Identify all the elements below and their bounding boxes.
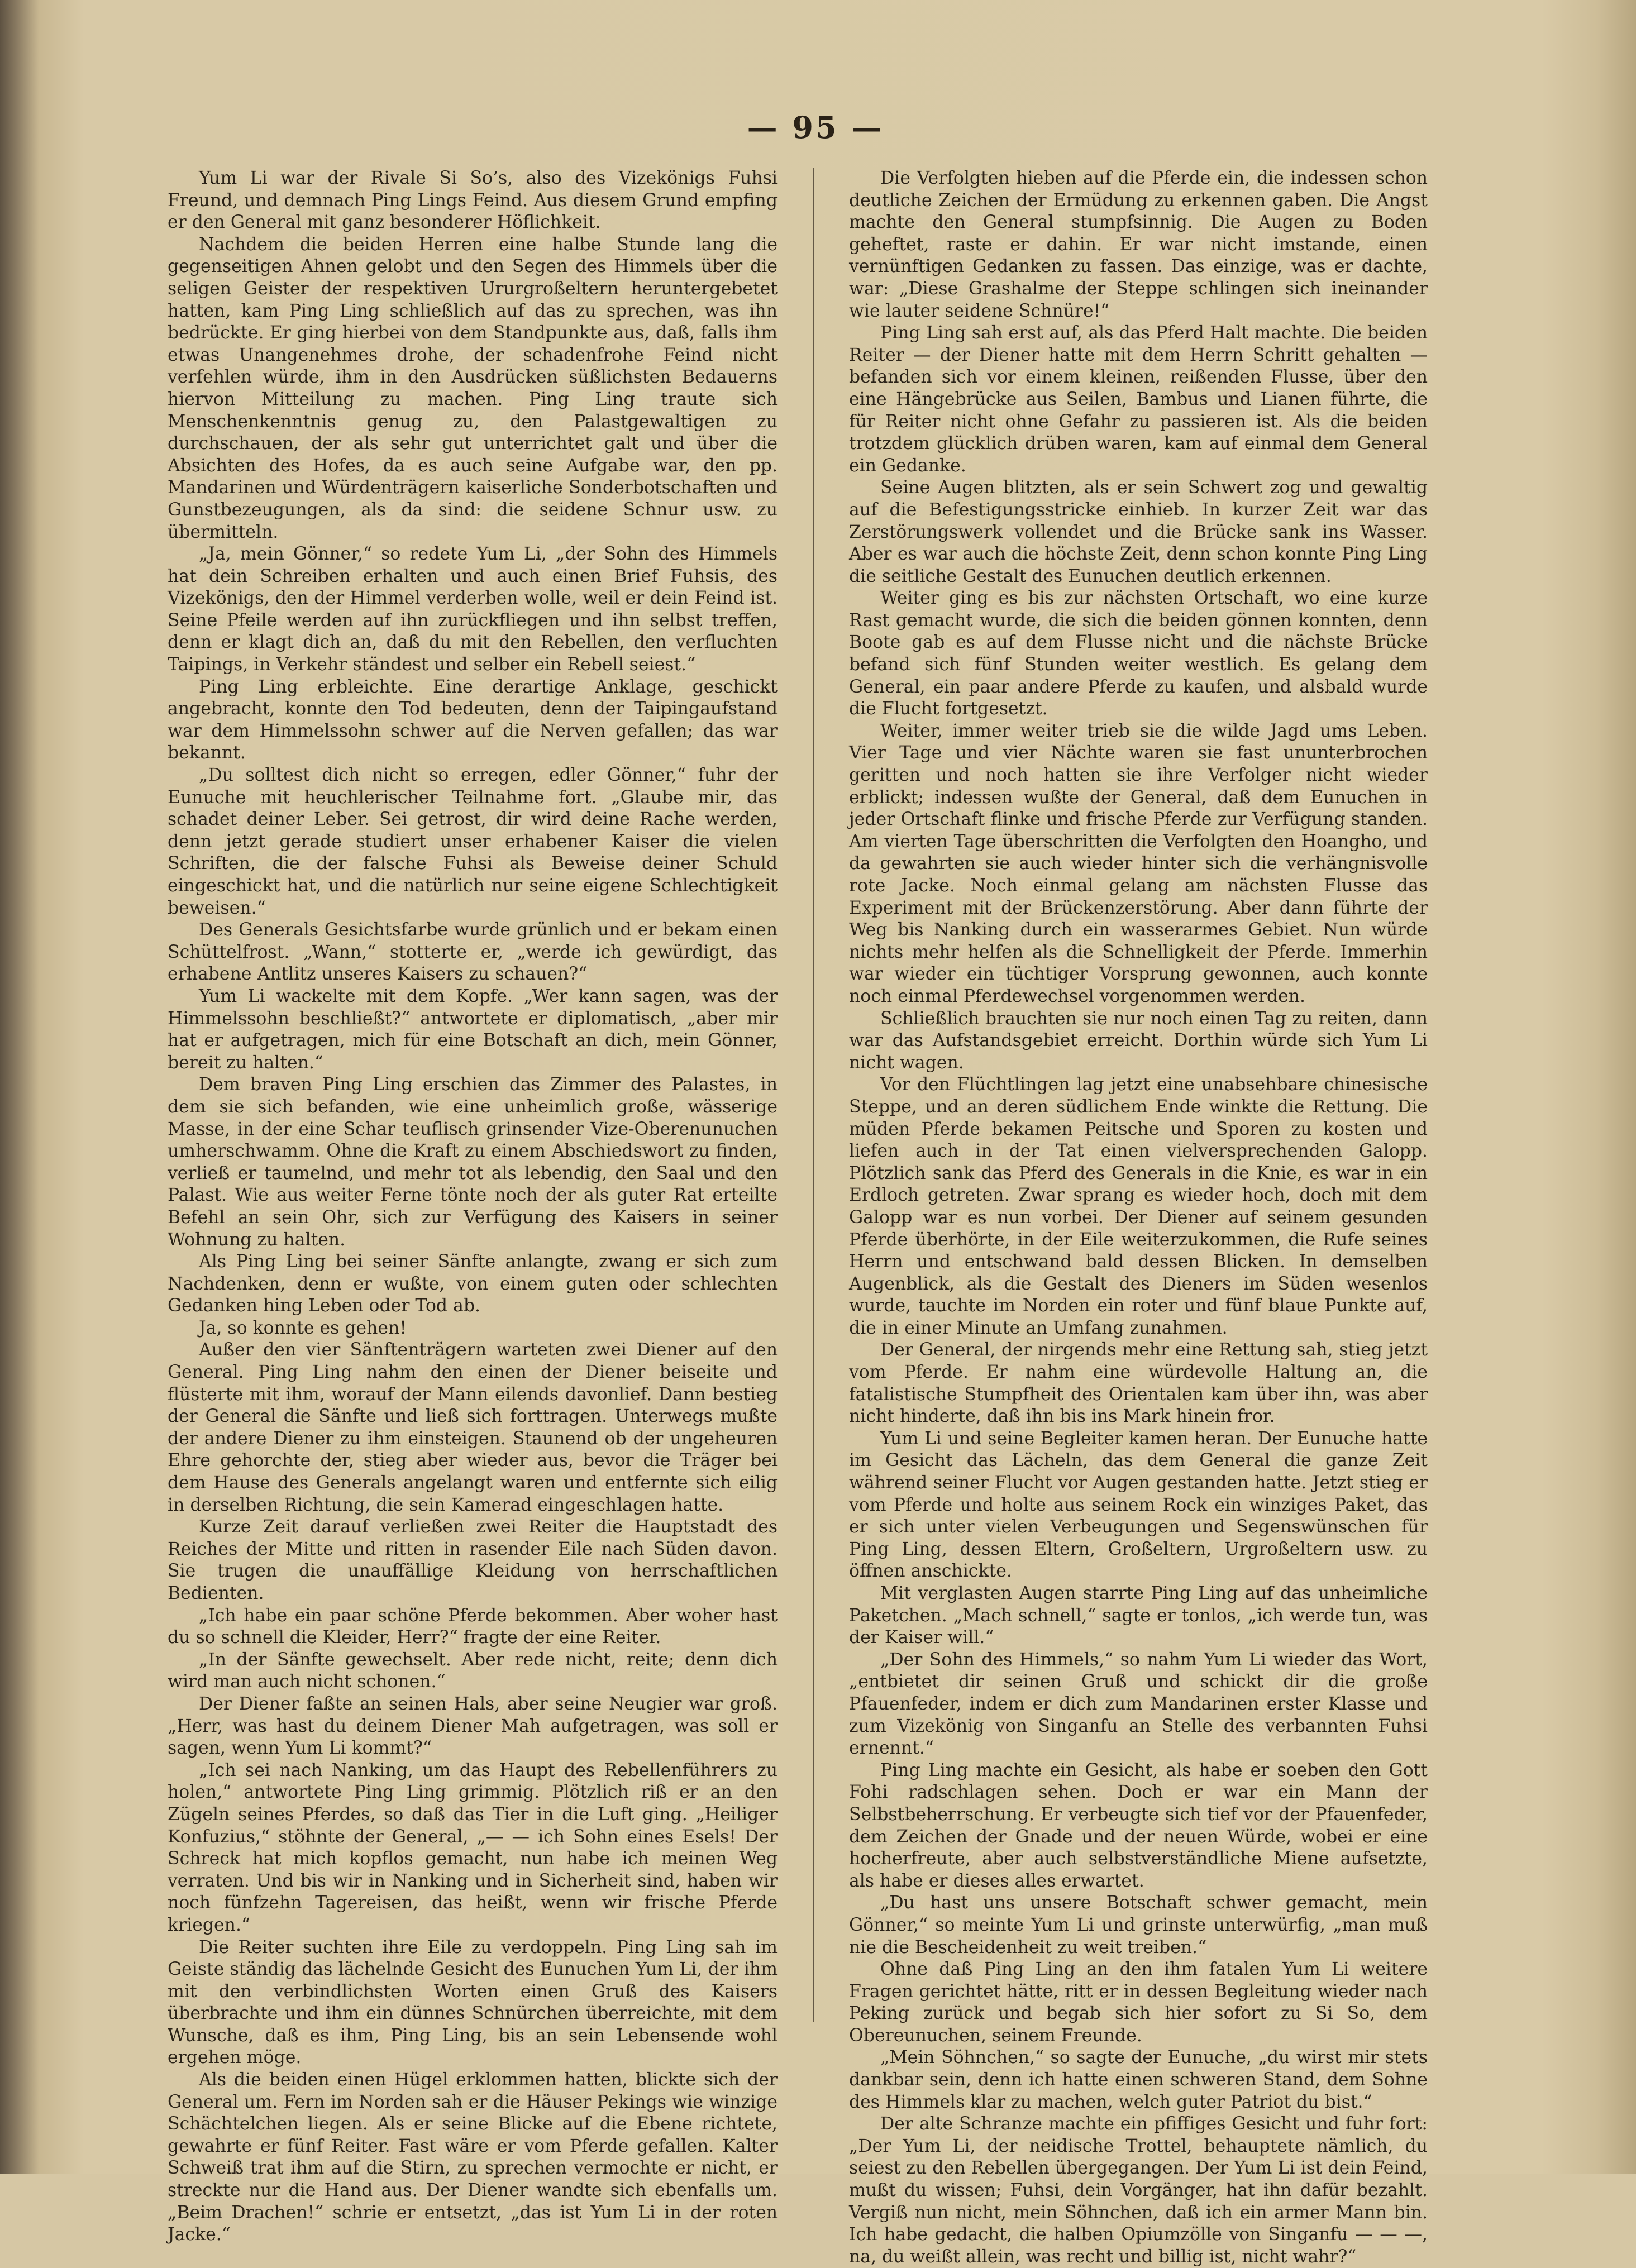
paragraph: Seine Augen blitzten, als er sein Schwert zog und gewaltig auf die Befestigungsstricke einhieb. In kurzer Zeit war das Zerstörungswerk vollendet und die Brücke sank ins Wasser. Aber es war auch die höchste Zeit, denn schon konnte Ping Ling die seitliche Gestalt des Eunuchen deutlich erkennen.	[849, 478, 1428, 586]
page-number: — 95 —	[747, 109, 884, 145]
paragraph: Ping Ling machte ein Gesicht, als habe er soeben den Gott Fohi radschlagen sehen. Doch er war ein Mann der Selbstbeherrschung. Er verbeugte sich tief vor der Pfauenfeder, dem Zeichen der Gnade und der neuen Würde, wobei er eine hocherfreute, aber auch selbstverständliche Miene aufsetzte, als habe er dieses alles erwartet.	[849, 1760, 1428, 1891]
paragraph: Dem braven Ping Ling erschien das Zimmer des Palastes, in dem sie sich befanden, wie eine unheimlich große, wässerige Masse, in der eine Schar teuflisch grinsender Vize-Oberenunuchen umherschwamm. Ohne die Kraft zu einem Abschiedswort zu finden, verließ er taumelnd, und mehr tot als lebendig, den Saal und den Palast. Wie aus weiter Ferne tönte noch der als guter Rat erteilte Befehl an sein Ohr, sich zur Verfügung des Kaisers in seiner Wohnung zu halten.	[168, 1075, 778, 1250]
paragraph: Der Diener faßte an seinen Hals, aber seine Neugier war groß. „Herr, was hast du deinem Diener Mah aufgetragen, was soll er sagen, wenn Yum Li kommt?“	[168, 1693, 778, 1759]
paragraph: Schließlich brauchten sie nur noch einen Tag zu reiten, dann war das Aufstandsgebiet erreicht. Dorthin würde sich Yum Li nicht wagen.	[849, 1008, 1428, 1073]
paragraph: Die Verfolgten hieben auf die Pferde ein, die indessen schon deutliche Zeichen der Ermüdung zu erkennen gaben. Die Angst machte den General stumpfsinnig. Die Augen zu Boden geheftet, raste er dahin. Er war nicht imstande, einen vernünftigen Gedanken zu fassen. Das einzige, was er dachte, war: „Diese Grashalme der Steppe schlingen sich ineinander wie lauter seidene Schnüre!“	[849, 168, 1428, 321]
paragraph: Ping Ling erbleichte. Eine derartige Anklage, geschickt angebracht, konnte den Tod bedeuten, denn der Taipingaufstand war dem Himmelssohn schwer auf die Nerven gefallen; das war bekannt.	[168, 676, 778, 763]
paragraph: Des Generals Gesichtsfarbe wurde grünlich und er bekam einen Schüttelfrost. „Wann,“ stotterte er, „werde ich gewürdigt, das erhabene Antlitz unseres Kaisers zu schauen?“	[168, 920, 778, 985]
paragraph: Mit verglasten Augen starrte Ping Ling auf das unheimliche Paketchen. „Mach schnell,“ sagte er tonlos, „ich werde tun, was der Kaiser will.“	[849, 1583, 1428, 1648]
paragraph: Als Ping Ling bei seiner Sänfte anlangte, zwang er sich zum Nachdenken, denn er wußte, von einem guten oder schlechten Gedanken hing Leben oder Tod ab.	[168, 1252, 778, 1316]
paragraph: „Ich sei nach Nanking, um das Haupt des Rebellenführers zu holen,“ antwortete Ping Ling grimmig. Plötzlich riß er an den Zügeln seines Pferdes, so daß das Tier in die Luft ging. „Heiliger Konfuzius,“ stöhnte der General, „— — ich Sohn eines Esels! Der Schreck hat mich kopflos gemacht, nun habe ich meinen Weg verraten. Und bis wir in Nanking und in Sicherheit sind, haben wir noch fünfzehn Tagereisen, das heißt, wenn wir frische Pferde kriegen.“	[168, 1760, 778, 1935]
paragraph: „Du hast uns unsere Botschaft schwer gemacht, mein Gönner,“ so meinte Yum Li und grinste unterwürfig, „man muß nie die Bescheidenheit zu weit treiben.“	[849, 1893, 1428, 1957]
left-column	[168, 168, 778, 2246]
paragraph: „Ja, mein Gönner,“ so redete Yum Li, „der Sohn des Himmels hat dein Schreiben erhalten und auch einen Brief Fuhsis, des Vizekönigs, den der Himmel verderben wolle, weil er dein Feind ist. Seine Pfeile werden auf ihn zurückfliegen und ihn selbst treffen, denn er klagt dich an, daß du mit den Rebellen, den verfluchten Taipings, in Verkehr ständest und selber ein Rebell seiest.“	[168, 544, 778, 675]
paragraph: Weiter, immer weiter trieb sie die wilde Jagd ums Leben. Vier Tage und vier Nächte waren sie fast ununterbrochen geritten und noch hatten sie ihre Verfolger nicht wieder erblickt; indessen wußte der General, daß dem Eunuchen in jeder Ortschaft flinke und frische Pferde zur Verfügung standen. Am vierten Tage überschritten die Verfolgten den Hoangho, und da gewahrten sie auch wieder hinter sich die verhängnisvolle rote Jacke. Noch einmal gelang am nächsten Flusse das Experiment mit der Brückenzerstörung. Aber dann führte der Weg bis Nanking durch ein wasserarmes Gebiet. Nun würde nichts mehr helfen als die Schnelligkeit der Pferde. Immerhin war wieder ein tüchtiger Vorsprung gewonnen, auch konnte noch einmal Pferdewechsel vorgenommen werden.	[849, 720, 1428, 1006]
paragraph: Yum Li wackelte mit dem Kopfe. „Wer kann sagen, was der Himmelssohn beschließt?“ antwortete er diplomatisch, „aber mir hat er aufgetragen, mich für eine Botschaft an dich, mein Gönner, bereit zu halten.“	[168, 986, 778, 1073]
paragraph: Als die beiden einen Hügel erklommen hatten, blickte sich der General um. Fern im Norden sah er die Häuser Pekings wie winzige Schächtelchen liegen. Als er seine Blicke auf die Ebene richtete, gewahrte er fünf Reiter. Fast wäre er vom Pferde gefallen. Kalter Schweiß trat ihm auf die Stirn, zu sprechen vermochte er nicht, er streckte nur die Hand aus. Der Diener wandte sich ebenfalls um. „Beim Drachen!“ schrie er entsetzt, „das ist Yum Li in der roten Jacke.“	[168, 2070, 778, 2245]
paragraph: Nachdem die beiden Herren eine halbe Stunde lang die gegenseitigen Ahnen gelobt und den Segen des Himmels über die seligen Geister der respektiven Ururgroßeltern heruntergebetet hatten, kam Ping Ling schließlich auf das zu sprechen, was ihn bedrückte. Er ging hierbei von dem Standpunkte aus, daß, falls ihm etwas Unangenehmes drohe, der schadenfrohe Feind nicht verfehlen würde, ihm in den Ausdrücken süßlichsten Bedauerns hiervon Mitteilung zu machen. Ping Ling traute sich Menschenkenntnis genug zu, den Palastgewaltigen zu durchschauen, der als sehr gut unterrichtet galt und über die Absichten des Hofes, da es auch seine Aufgabe war, den pp. Mandarinen und Würdenträgern kaiserliche Sonderbotschaften und Gunstbezeugungen, als da sind: die seidene Schnur usw. zu übermitteln.	[168, 234, 778, 542]
paragraph: „Mein Söhnchen,“ so sagte der Eunuche, „du wirst mir stets dankbar sein, denn ich hatte einen schweren Stand, dem Sohne des Himmels klar zu machen, welch guter Patriot du bist.“	[849, 2047, 1428, 2112]
paragraph: Yum Li war der Rivale Si So’s, also des Vizekönigs Fuhsi Freund, und demnach Ping Lings Feind. Aus diesem Grund empfing er den General mit ganz besonderer Höflichkeit.	[168, 168, 778, 233]
paragraph: Ping Ling sah erst auf, als das Pferd Halt machte. Die beiden Reiter — der Diener hatte mit dem Herrn Schritt gehalten — befanden sich vor einem kleinen, reißenden Flusse, über den eine Hängebrücke aus Seilen, Bambus und Lianen führte, die für Reiter nicht ohne Gefahr zu passieren ist. Als die beiden trotzdem glücklich drüben waren, kam auf einmal dem General ein Gedanke.	[849, 323, 1428, 476]
paragraph: „In der Sänfte gewechselt. Aber rede nicht, reite; denn dich wird man auch nicht schonen.“	[168, 1649, 778, 1692]
paragraph: Der General, der nirgends mehr eine Rettung sah, stieg jetzt vom Pferde. Er nahm eine würdevolle Haltung an, die fatalistische Stumpfheit des Orientalen kam über ihn, was aber nicht hinderte, daß ihn bis ins Mark hinein fror.	[849, 1340, 1428, 1427]
paragraph: Vor den Flüchtlingen lag jetzt eine unabsehbare chinesische Steppe, und an deren südlichem Ende winkte die Rettung. Die müden Pferde bekamen Peitsche und Sporen zu kosten und liefen auch in der Tat einen vielversprechenden Galopp. Plötzlich sank das Pferd des Generals in die Knie, es war in ein Erdloch getreten. Zwar sprang es wieder hoch, doch mit dem Galopp war es nun vorbei. Der Diener auf seinem gesunden Pferde überhörte, in der Eile weiterzukommen, die Rufe seines Herrn und entschwand bald dessen Blicken. In demselben Augenblick, als die Gestalt des Dieners im Süden wesenlos wurde, tauchte im Norden ein roter und fünf blaue Punkte auf, die in einer Minute an Umfang zunahmen.	[849, 1075, 1428, 1338]
paragraph: „Der Sohn des Himmels,“ so nahm Yum Li wieder das Wort, „entbietet dir seinen Gruß und schickt dir die große Pfauenfeder, indem er dich zum Mandarinen erster Klasse und zum Vizekönig von Singanfu an Stelle des verbannten Fuhsi ernennt.“	[849, 1649, 1428, 1759]
paragraph: Ohne daß Ping Ling an den ihm fatalen Yum Li weitere Fragen gerichtet hätte, ritt er in dessen Begleitung wieder nach Peking zurück und begab sich hier sofort zu Si So, dem Obereunuchen, seinem Freunde.	[849, 1959, 1428, 2046]
paragraph: Die Reiter suchten ihre Eile zu verdoppeln. Ping Ling sah im Geiste ständig das lächelnde Gesicht des Eunuchen Yum Li, der ihm mit den verbindlichsten Worten einen Gruß des Kaisers überbrachte und ihm ein dünnes Schnürchen überreichte, mit dem Wunsche, daß es ihm, Ping Ling, bis an sein Lebensende wohl ergehen möge.	[168, 1937, 778, 2068]
column-divider	[813, 168, 814, 2022]
paragraph: „Du solltest dich nicht so erregen, edler Gönner,“ fuhr der Eunuche mit heuchlerischer Teilnahme fort. „Glaube mir, das schadet deiner Leber. Sei getrost, dir wird deine Rache werden, denn jetzt gerade studiert unser erhabener Kaiser die vielen Schriften, die der falsche Fuhsi als Beweise deiner Schuld eingeschickt hat, und die natürlich nur seine eigene Schlechtigkeit beweisen.“	[168, 765, 778, 918]
paragraph: Weiter ging es bis zur nächsten Ortschaft, wo eine kurze Rast gemacht wurde, die sich die beiden gönnen konnten, denn Boote gab es auf dem Flusse nicht und die nächste Brücke befand sich fünf Stunden weiter westlich. Es gelang dem General, ein paar andere Pferde zu kaufen, und alsbald wurde die Flucht fortgesetzt.	[849, 588, 1428, 719]
paragraph: Yum Li und seine Begleiter kamen heran. Der Eunuche hatte im Gesicht das Lächeln, das dem General die ganze Zeit während seiner Flucht vor Augen gestanden hatte. Jetzt stieg er vom Pferde und holte aus seinem Rock ein winziges Paket, das er sich unter vielen Verbeugungen und Segenswünschen für Ping Ling, dessen Eltern, Großeltern, Urgroßeltern usw. zu öffnen anschickte.	[849, 1428, 1428, 1582]
paragraph: „Ich habe ein paar schöne Pferde bekommen. Aber woher hast du so schnell die Kleider, Herr?“ fragte der eine Reiter.	[168, 1605, 778, 1648]
right-column	[849, 168, 1428, 2268]
paragraph: Ja, so konnte es gehen!	[199, 1317, 407, 1338]
paragraph: Der alte Schranze machte ein pfiffiges Gesicht und fuhr fort: „Der Yum Li, der neidische Trottel, behauptete nämlich, du seiest zu den Rebellen übergegangen. Der Yum Li ist dein Feind, mußt du wissen; Fuhsi, dein Vorgänger, hat ihn dafür bezahlt. Vergiß nun nicht, mein Söhnchen, daß ich ein armer Mann bin. Ich habe gedacht, die halben Opiumzölle von Singanfu — — —, na, du weißt allein, was recht und billig ist, nicht wahr?“	[849, 2114, 1428, 2267]
paragraph: Kurze Zeit darauf verließen zwei Reiter die Hauptstadt des Reiches der Mitte und ritten in rasender Eile nach Süden davon. Sie trugen die unauffällige Kleidung von herrschaftlichen Bedienten.	[168, 1517, 778, 1603]
paragraph: Außer den vier Sänftenträgern warteten zwei Diener auf den General. Ping Ling nahm den einen der Diener beiseite und flüsterte mit ihm, worauf der Mann eilends davonlief. Dann bestieg der General die Sänfte und ließ sich forttragen. Unterwegs mußte der andere Diener zu ihm einsteigen. Staunend ob der ungeheuren Ehre gehorchte der, stieg aber wieder aus, bevor die Träger bei dem Hause des Generals angelangt waren und entfernte sich eilig in derselben Richtung, die sein Kamerad eingeschlagen hatte.	[168, 1340, 778, 1515]
